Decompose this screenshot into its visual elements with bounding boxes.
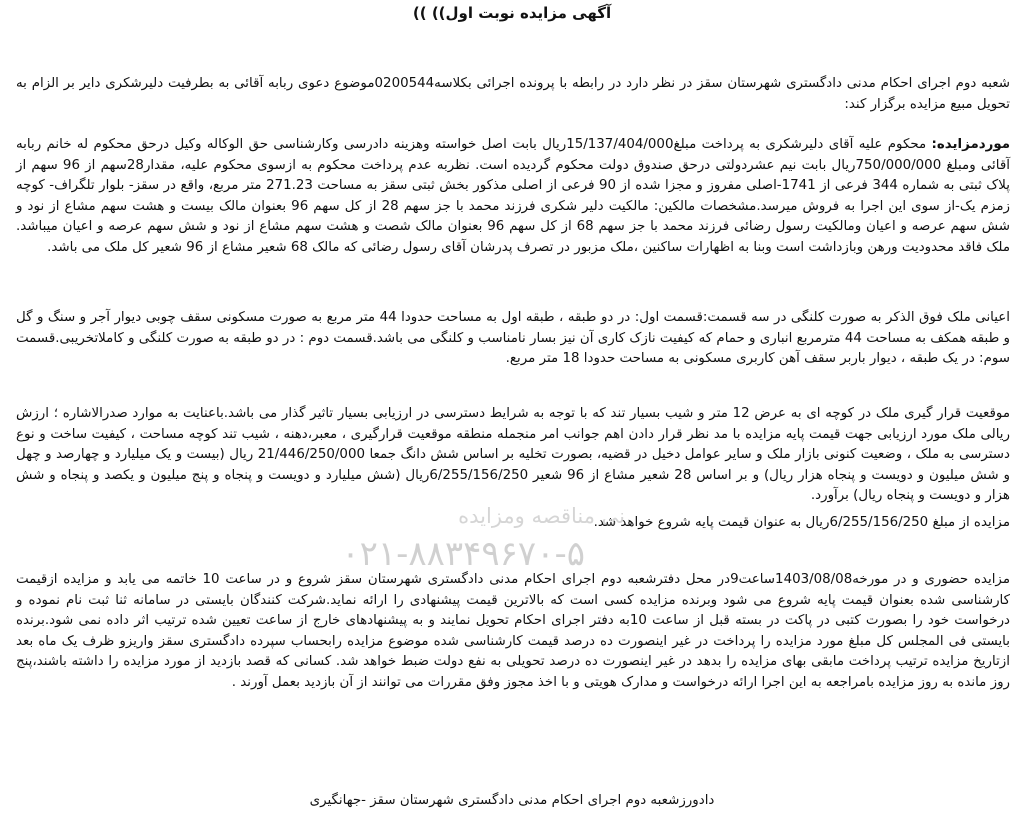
subject-paragraph [16, 135, 1010, 258]
conditions-paragraph: مزایده حضوری و در مورخه1403/08/08ساعت9در محل دفترشعبه دوم اجرای احکام مدنی دادگستری شهرستان سقز شروع و در ساعت 10 خاتمه می یابد و مزایده ازقیمت کارشناسی شده بعنوان قیمت پایه شروع می شود وبرنده مزایده کسی است که بالاترین قیمت پیشنهادی را ارائه نماید.شرکت کنندگان بایستی در سامانه ثنا ثبت نام نموده و درخواست خود را بصورت کتبی در پاکت در بسته قبل از ساعت 10به دفتر اجرای احکام تحویل نمایند و به پیشنهادهای خارج از ساعت تعیین شده ترتیب اثر داده نمی شود.برنده بایستی فی المجلس کل مبلغ مورد مزایده را پرداخت در غیر اینصورت ده درصد قیمت کارشناسی شده موضوع مزایده رابحساب سپرده دادگستری سقز واریزو ظرف یک ماه بعد ازتاریخ مزایده ترتیب پرداخت مابقی بهای مزایده را بدهد در غیر اینصورت ده درصد تحویلی به نفع دولت ضبط خواهد شد. کسانی که قصد بازدید از مورد مزایده را داشته باشند،پنج روز مانده به روز مزایده بامراجعه به این اجرا ارائه درخواست و مدارک هویتی و با اخذ مجوز وفق مقررات می توانند از آن بازدید بعمل آورند . [16, 572, 1010, 690]
start-price-paragraph: مزایده از مبلغ 6/255/156/250ریال به عنوان قیمت پایه شروع خواهد شد. [593, 515, 1010, 530]
watermark-text: نی مناقصه ومزایده [458, 504, 625, 528]
watermark-phone: ۰۲۱-۸۸۳۴۹۶۷۰-۵ [341, 534, 585, 574]
subject-label: موردمزایده: [931, 137, 1010, 152]
notice-title: آگهی مزایده نوبت اول)) )) [412, 4, 612, 22]
location-paragraph: موقعیت قرار گیری ملک در کوچه ای به عرض 12 متر و شیب بسیار تند که با توجه به شرایط دسترسی در ارزیابی بسیار تاثیر گذار می باشد.باعنایت به موارد صدرالاشاره ؛ ارزش ریالی ملک مورد ارزیابی جهت قیمت پایه مزایده با مد نظر قرار دادن اهم جوانب امر منجمله منطقه موقعیت قرارگیری ، معبر،دهنه ، شیب تند کوچه مساحت ، کیفیت ساخت و نوع دسترسی به ملک ، وضعیت کنونی بازار ملک و سایر عوامل دخیل در قضیه، بصورت تخلیه بر اساس شش دانگ جمعا 21/446/250/000 ریال (بیست و یک میلیارد و چهارصد و چهل و شش میلیون و دویست و پنجاه هزار ریال) و بر اساس 28 شعیر مشاع از 96 شعیر 6/255/156/250ریال (شش میلیارد و دویست و پنجاه و پنج میلیون و یکصد و پنجاه و شش هزار و دویست و پنجاه ریال) برآورد. [16, 406, 1011, 503]
signature-line: دادورزشعبه دوم اجرای احکام مدنی دادگستری شهرستان سقز -جهانگیری [309, 793, 715, 808]
subject-text: محکوم علیه آقای دلیرشکری به پرداخت مبلغ15/137/404/000ریال بابت اصل خواسته وهزینه دادرسی وکارشناسی حق الوکاله وکیل درحق محکوم له خانم ربابه آقائی ومبلغ 750/000/000ریال بابت نیم عشردولتی درحق صندوق دولت محکوم گردیده است. نظربه عدم پرداخت محکوم به ازسوی محکوم علیه، مقدار28سهم از 96 سهم از پلاک ثبتی به شماره 344 فرعی از 1741-اصلی مفروز و مجزا شده از 90 فرعی از اصلی مذکور بخش ثبتی سقز به مساحت 271.23 متر مربع، واقع در سقز- بلوار تلگراف- کوچه زمزم یک-از سوی این اجرا به فروش میرسد.مشخصات مالکین: مالکیت دلیر شکری فرزند محمد با جز سهم 28 از کل سهم 96 بعنوان مالک بیست و هشت سهم مشاع از نود و شش سهم عرصه و اعیان ومالکیت رسول رضائی فرزند محمد با جز سهم 68 از کل سهم 96 بعنوان مالک شصت و هشت سهم مشاع از نود و شش سهم عرصه و اعیان میباشد. ملک فاقد محدودیت ورهن وبازداشت است وبنا به اظهارات ساکنین ،ملک مزبور در تصرف پدرشان آقای رسول رضائی که مالک 68 شعیر مشاع از 96 شعیر کل ملک می باشد. [16, 137, 1010, 255]
description-paragraph: اعیانی ملک فوق الذکر به صورت کلنگی در سه قسمت:قسمت اول: در دو طبقه ، طبقه اول به مساحت حدودا 44 متر مربع به صورت مسکونی سقف چوبی دیوار آجر و سنگ و گل و طبقه همکف به مساحت 44 مترمربع انباری و حمام که کیفیت نازک کاری آن نیز بسار نامناسب و کلنگی می باشد.قسمت دوم : در دو طبقه به صورت کلنگی و کاملاتخریبی.قسمت سوم: در یک طبقه ، دیوار باربر سقف آهن کاربری مسکونی به مساحت حدودا 18 متر مربع. [16, 310, 1011, 366]
intro-paragraph: شعبه دوم اجرای احکام مدنی دادگستری شهرستان سقز در نظر دارد در رابطه با پرونده اجرائی بکلاسه0200544موضوع دعوی ربابه آقائی به بطرفیت دلیرشکری دایر بر الزام به تحویل مبیع مزایده برگزار کند: [16, 76, 1010, 112]
